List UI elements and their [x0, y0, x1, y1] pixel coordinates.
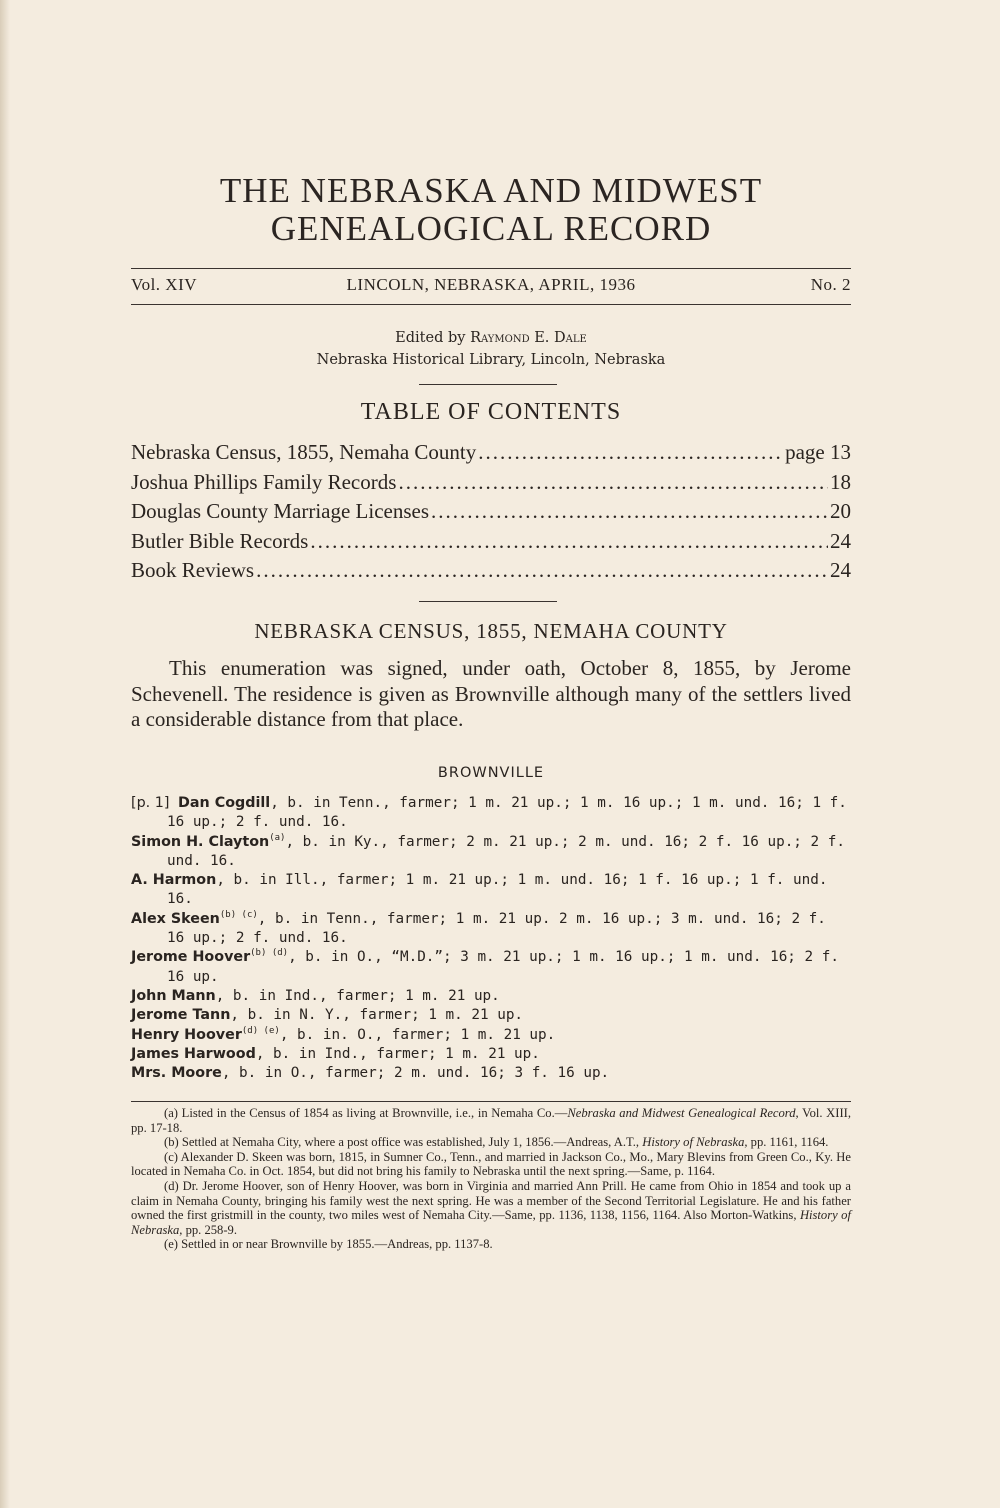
toc-item[interactable]: Nebraska Census, 1855, Nemaha County ..... page 13	[131, 440, 851, 470]
footnote-d: (d) Dr. Jerome Hoover, son of Henry Hoover, was born in Virginia and married Ann Prill. He came from Ohio in 1854 and took up a claim in Nemaha County, bringing his family west the next spring. He was a member of the Second Territorial Legislature. He and his father owned the first gristmill in the county, two miles west of Nemaha City.—Same, pp. 1136, 1138, 1156, 1164. Also Morton-Watkins, History of Nebraska, pp. 258-9.	[131, 1178, 851, 1237]
subheading: BROWNVILLE	[437, 765, 545, 781]
census-entry: Mrs. Moore, b. in O., farmer; 2 m. und. 16; 3 f. 16 up.	[131, 1065, 610, 1082]
census-entries	[131, 794, 851, 1083]
issue-number: No. 2	[810, 275, 851, 294]
editor-name: Raymond E. Dale	[470, 330, 587, 346]
census-entry: Jerome Tann, b. in N. Y., farmer; 1 m. 21 up.	[131, 1007, 524, 1024]
footnote-b: (b) Settled at Nemaha City, where a post office was established, July 1, 1856.—Andreas, A.T., History of Nebraska, pp. 1161, 1164.	[164, 1135, 829, 1150]
toc-item[interactable]: Butler Bible Records ..... 24	[131, 529, 851, 559]
census-entry: Alex Skeen$^{(b) (c)}$, b. in Tenn., farmer; 1 m. 21 up. 2 m. 16 up.; 3 m. und. 16; 2 f. 16 up.; 2 f. und. 16.	[131, 910, 826, 947]
footnote-e: (e) Settled in or near Brownville by 1855.—Andreas, pp. 1137-8.	[164, 1237, 493, 1252]
toc-item[interactable]: Joshua Phillips Family Records ..... 18	[131, 470, 851, 500]
title-line-2: GENEALOGICAL RECORD	[270, 209, 712, 248]
footnote-a: (a) Listed in the Census of 1854 as living at Brownville, i.e., in Nemaha Co.—Nebraska and Midwest Genealogical Record, Vol. XIII, pp. 17-18.	[131, 1106, 852, 1135]
census-entry: Jerome Hoover$^{(b) (d)}$, b. in O., “M.D.”; 3 m. 21 up.; 1 m. 16 up.; 1 m. und. 16; 2 f. 16 up.	[131, 948, 839, 985]
volume-label: Vol. XIV	[131, 275, 198, 294]
journal-title	[131, 172, 851, 248]
toc-item[interactable]: Douglas County Marriage Licenses ..... 20	[131, 499, 851, 529]
title-line-1: THE NEBRASKA AND MIDWEST	[219, 171, 763, 210]
edited-by-prefix: Edited by	[395, 330, 466, 346]
table-of-contents	[131, 440, 851, 588]
census-entry: James Harwood, b. in Ind., farmer; 1 m. 21 up.	[131, 1045, 540, 1062]
toc-item[interactable]: Book Reviews ..... 24	[131, 558, 851, 588]
census-entry: Simon H. Clayton$^{(a)}$, b. in Ky., farmer; 2 m. 21 up.; 2 m. und. 16; 2 f. 16 up.; 2 f. und. 16.	[131, 832, 845, 869]
footnote-c: (c) Alexander D. Skeen was born, 1815, in Sumner Co., Tenn., and married in Jackson Co., Mo., Mary Blevins from Green Co., Ky. He located in Nemaha Co. in Oct. 1854, but did not bring his family to Nebraska until the next spring.—Same, p. 1164.	[131, 1149, 851, 1179]
section-title: NEBRASKA CENSUS, 1855, NEMAHA COUNTY	[254, 619, 728, 643]
masthead-top-rule	[131, 268, 851, 269]
census-entry: John Mann, b. in Ind., farmer; 1 m. 21 up.	[131, 987, 500, 1004]
footnote-rule	[131, 1101, 851, 1102]
census-entry: A. Harmon, b. in Ill., farmer; 1 m. 21 up.; 1 m. und. 16; 1 f. 16 up.; 1 f. und. 16.	[131, 872, 828, 908]
section-intro: This enumeration was signed, under oath, October 8, 1855, by Jerome Schevenell. The residence is given as Brownville although many of the settlers lived a considerable distance from that place.	[131, 656, 851, 731]
editor-credit	[131, 327, 851, 371]
census-entry: [p. 1] Dan Cogdill, b. in Tenn., farmer; 1 m. 21 up.; 1 m. 16 up.; 1 m. und. 16; 1 f. 16 up.; 2 f. und. 16.	[131, 795, 847, 831]
census-entry: Henry Hoover$^{(d) (e)}$, b. in. O., farmer; 1 m. 21 up.	[131, 1025, 556, 1043]
place-date: LINCOLN, NEBRASKA, APRIL, 1936	[346, 275, 636, 294]
divider-rule	[419, 384, 557, 385]
toc-title: TABLE OF CONTENTS	[360, 399, 622, 425]
page-edge-shadow	[0, 0, 10, 1508]
masthead-bottom-rule	[131, 304, 851, 305]
editor-affiliation: Nebraska Historical Library, Lincoln, Nebraska	[316, 352, 666, 368]
divider-rule	[419, 601, 557, 602]
footnotes	[131, 1106, 851, 1252]
